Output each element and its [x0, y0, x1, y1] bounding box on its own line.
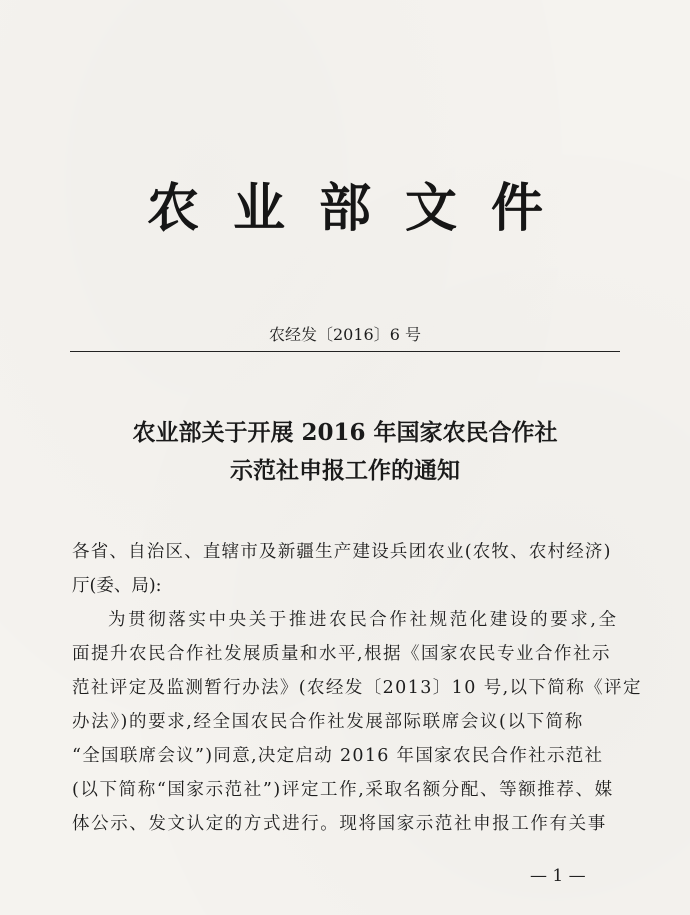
- addressee-line-2: 厅(委、局):: [72, 576, 162, 596]
- header-divider: [70, 351, 620, 352]
- paragraph-line: 范社评定及监测暂行办法》(农经发〔2013〕10 号,以下简称《评定: [72, 678, 642, 698]
- page-number: — 1 —: [530, 866, 586, 886]
- paragraph-line: 体公示、发文认定的方式进行。现将国家示范社申报工作有关事: [72, 814, 607, 834]
- paragraph-line: 办法》)的要求,经全国农民合作社发展部际联席会议(以下简称: [72, 712, 584, 732]
- paragraph-line: 为贯彻落实中央关于推进农民合作社规范化建设的要求,全: [108, 610, 619, 630]
- notice-title: [0, 414, 690, 490]
- paragraph-line: 面提升农民合作社发展质量和水平,根据《国家农民专业合作社示: [72, 644, 612, 664]
- paragraph-line: (以下简称“国家示范社”)评定工作,采取名额分配、等额推荐、媒: [72, 780, 614, 800]
- addressee-line-1: 各省、自治区、直辖市及新疆生产建设兵团农业(农牧、农村经济): [72, 542, 612, 562]
- document-header-title: 农业部文件: [146, 178, 577, 239]
- document-number: 农经发〔2016〕6 号: [269, 325, 421, 344]
- notice-title-line-2: 示范社申报工作的通知: [230, 457, 460, 484]
- notice-title-line-1: 农业部关于开展 2016 年国家农民合作社: [132, 419, 558, 446]
- paragraph-line: “全国联席会议”)同意,决定启动 2016 年国家农民合作社示范社: [72, 746, 604, 766]
